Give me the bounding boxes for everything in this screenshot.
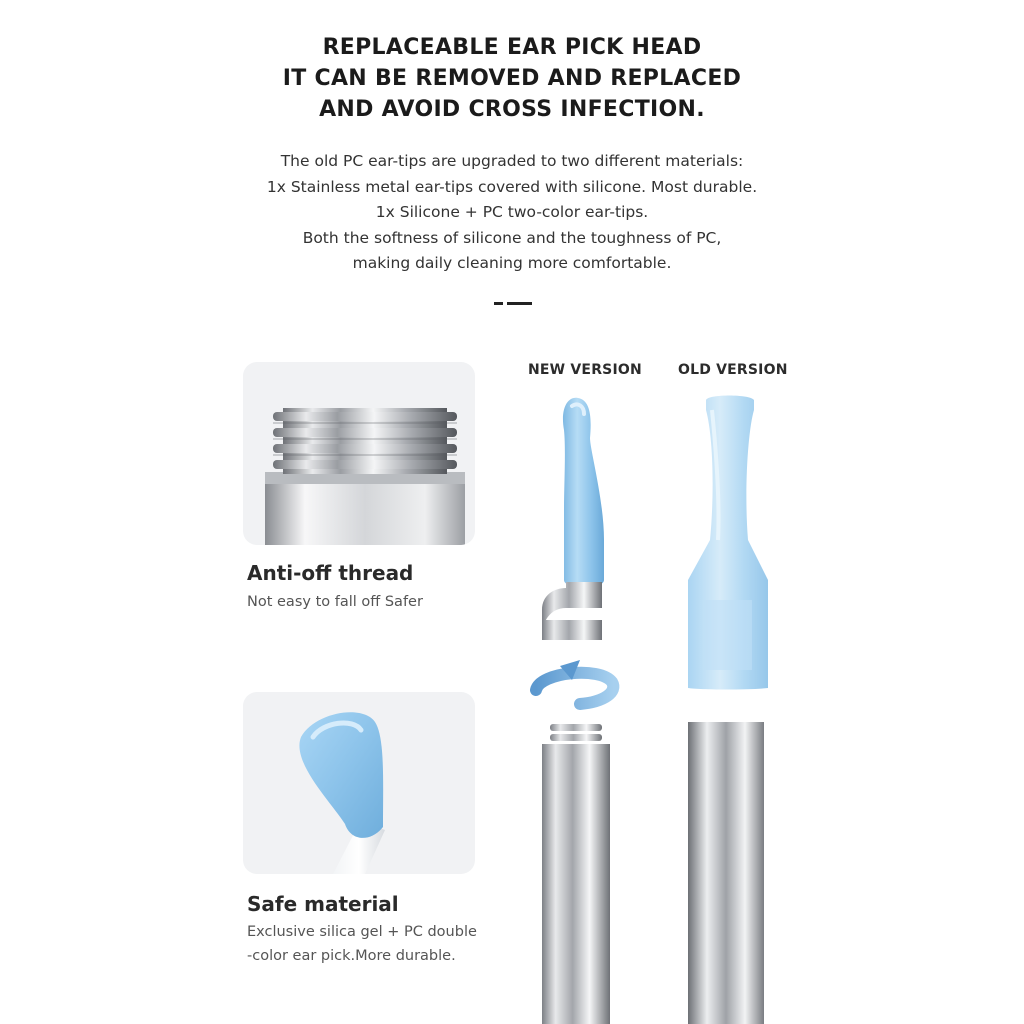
new-version-ear-pick [520,390,630,1024]
new-version-label: NEW VERSION [528,362,642,378]
feature-title-safe-material: Safe material [247,892,399,916]
headline-line-2: IT CAN BE REMOVED AND REPLACED [282,66,742,91]
feature-subtitle-line: -color ear pick.More durable. [247,948,456,964]
feature-subtitle-line: Exclusive silica gel + PC double [247,924,477,940]
silicone-tip-image [243,692,475,874]
description-line-5: making daily cleaning more comfortable. [352,254,672,272]
headline [0,32,1024,125]
description [0,149,1024,277]
headline-line-1: REPLACEABLE EAR PICK HEAD [322,35,702,60]
headline-line-3: AND AVOID CROSS INFECTION. [319,97,705,122]
description-line-1: The old PC ear-tips are upgraded to two different materials: [280,152,744,170]
description-line-4: Both the softness of silicone and the toughness of PC, [302,228,722,247]
description-line-3: 1x Silicone + PC two-color ear-tips. [375,203,649,221]
feature-subtitle-anti-off-thread [247,590,537,614]
old-version-ear-pick [670,390,790,1024]
old-version-label: OLD VERSION [678,362,788,378]
feature-subtitle-safe-material [247,920,537,968]
section-divider [494,302,532,305]
feature-subtitle-line: Not easy to fall off Safer [247,594,423,610]
description-line-2: 1x Stainless metal ear-tips covered with silicone. Most durable. [266,177,758,196]
feature-title-anti-off-thread: Anti-off thread [247,561,414,585]
threaded-cap-image [243,362,475,545]
